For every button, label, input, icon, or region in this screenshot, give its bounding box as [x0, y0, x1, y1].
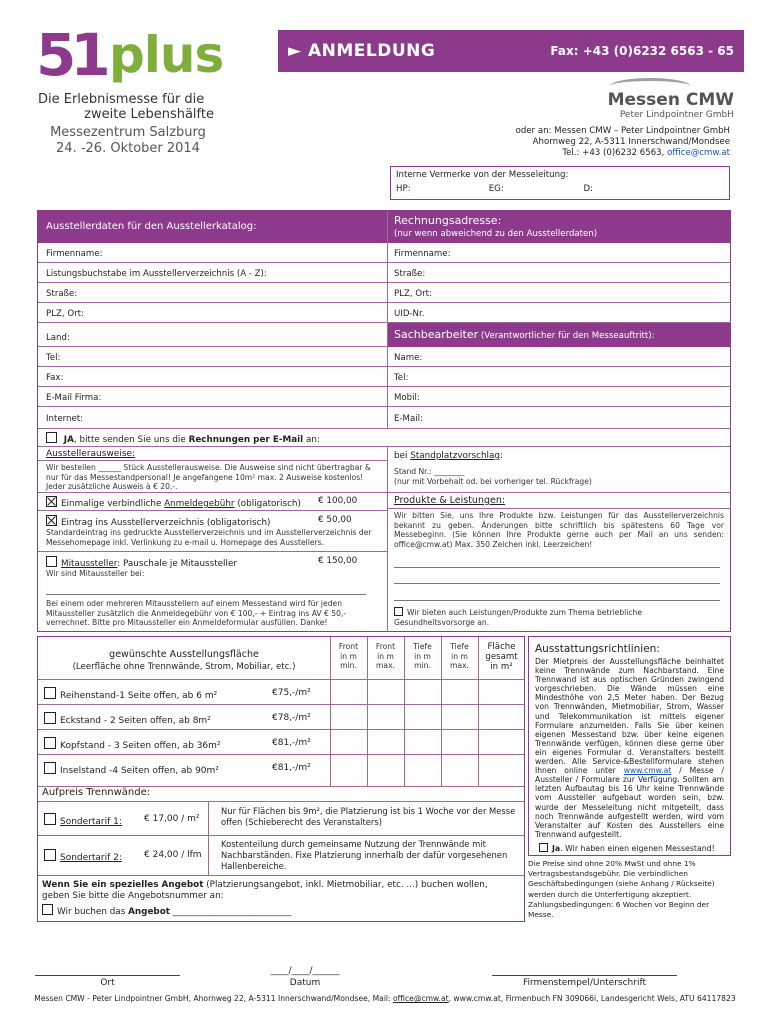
- stand-pref-note: (nur mit Vorbehalt od. bei vorheriger tel. Rückfrage): [394, 477, 592, 486]
- registration-fee-row: Einmalige verbindliche Anmeldegebühr (obligatorisch) € 100,00: [46, 496, 381, 509]
- field-zip-city[interactable]: PLZ, Ort:: [38, 303, 387, 323]
- stand-row-inselstand: Inselstand -4 Seiten offen, ab 90m² €81,-/m²: [38, 755, 525, 787]
- billing-subheading: (nur wenn abweichend zu den Ausstellerdaten): [394, 229, 598, 239]
- stand-form: [37, 636, 525, 922]
- guidelines-text: Der Mietpreis der Ausstellungsfläche beinhaltet keine Trennwände zum Nachbarstand. Eine Trennwand ist aus optischen Gründen zwingend vorgeschrieben. Die Wände müssen eine Mindesthöhe von 2,5 Meter haben. Der Bezug von Trennwänden, Mietmobiliar, Strom, Wasser und Telekommunikation ist mittels eigener Formulare anzumelden. Falls Sie über keinen eigenen Messestand bzw. über keine eigenen Trennwände verfügen, können diese gerne über ein eigenes Formular d. Veranstalters bestellt werden. Alle Service-&Bestellformulare stehen Ihnen online unter www.cmw.at / Messe / Aussteller / Formulare zur Verfügung. Sollten am letzten Aufbautag bis 16 Uhr keine Trennwände vom Aussteller aufgebaut worden sein, bzw. wurde der Messeleitung nicht mitgeteilt, dass noch Trennwände aufgestellt werden, wird vom Veranstalter auf Kosten des Ausstellers eine Trennwand aufgestellt.: [535, 657, 724, 839]
- internal-notes-title: Interne Vermerke von der Messeleitung:: [396, 170, 569, 180]
- tariff-row-2: Sondertarif 2: € 24,00 / lfm Kostenteilung durch gemeinsame Nutzung der Trennwände mit Nachbarständen. Fixe Platzierung innerhalb der dafür vorgesehenen Hallenbereiche.: [38, 836, 525, 876]
- field-country[interactable]: Land:: [38, 323, 387, 347]
- venue-block: [38, 125, 218, 157]
- field-internet[interactable]: Internet:: [38, 407, 387, 429]
- directory-entry-checkbox[interactable]: [46, 515, 57, 526]
- tariff-checkbox[interactable]: [44, 849, 56, 861]
- col-front-min: Front in m min.: [338, 642, 359, 670]
- coexhibitor-sub: Wir sind Mitaussteller bei:: [46, 569, 145, 578]
- field-contact-name[interactable]: Name:: [388, 347, 731, 367]
- partitions-heading: Aufpreis Trennwände:: [42, 787, 151, 798]
- field-tel[interactable]: Tel:: [38, 347, 387, 367]
- stand-checkbox[interactable]: [44, 687, 56, 699]
- stand-subheading: (Leerfläche ohne Trennwände, Strom, Mobiliar, etc.): [72, 662, 296, 672]
- stand-checkbox[interactable]: [44, 762, 56, 774]
- address-tel: Tel.: +43 (0)6232 6563,: [562, 148, 668, 158]
- contact-heading: Sachbearbeiter: [394, 328, 479, 341]
- price-terms-note: Die Preise sind ohne 20% MwSt und ohne 1% Vertragsbestandsgebühr. Die verbindlichen Geschäftsbedingungen (siehe Anhang / Rückseite) werden durch die Unterfertigung akzeptiert. Zahlungsbedingungen: 6 Wochen vor Beginn der Messe.: [528, 859, 715, 920]
- passes-text: Wir bestellen ______ Stück Ausstellerausweise. Die Ausweise sind nicht übertragbar & nur für das Messestandpersonal! Je angefangene 10m² max. 2 Ausweise kostenlos! Jeder zusätzliche Ausweis à € 20,-.: [46, 463, 371, 491]
- signature-line[interactable]: [492, 975, 677, 976]
- org-address: [430, 126, 730, 159]
- products-line-2[interactable]: [394, 583, 720, 584]
- billing-heading: Rechnungsadresse:: [394, 214, 502, 227]
- org-logo-name: Messen CMW: [607, 90, 734, 110]
- field-billing-street[interactable]: Straße:: [388, 263, 731, 283]
- special-offer-text: Wenn Sie ein spezielles Angebot (Platzierungsangebot, inkl. Mietmobiliar, etc. ...) buchen wollen, geben Sie bitte die Angebotsnummer an:: [42, 880, 488, 901]
- field-listing-letter[interactable]: Listungsbuchstabe im Ausstellerverzeichnis (A - Z):: [38, 263, 387, 283]
- date-field[interactable]: ____/____/______: [270, 966, 340, 976]
- stand-price: €81,-/m²: [272, 763, 311, 773]
- own-stand-row: Ja. Wir haben einen eigenen Messestand!: [535, 843, 724, 853]
- col-front-max: Front in m max.: [375, 642, 396, 670]
- invoice-email-checkbox[interactable]: [46, 432, 57, 443]
- stand-price: €81,-/m²: [272, 738, 311, 748]
- logo-51: 51: [36, 21, 105, 89]
- internal-hp: HP:: [396, 184, 411, 194]
- col-depth-max: Tiefe in m max.: [450, 642, 469, 670]
- field-contact-tel[interactable]: Tel:: [388, 367, 731, 387]
- banner-fax: Fax: +43 (0)6232 6563 - 65: [550, 44, 734, 58]
- exhibitor-heading: Ausstellerdaten für den Ausstellerkatalog:: [46, 221, 257, 232]
- field-street[interactable]: Straße:: [38, 283, 387, 303]
- contact-heading-note: (Verantwortlicher für den Messeauftritt):: [478, 331, 655, 341]
- exhibitor-heading-bar: [38, 211, 387, 243]
- coexhibitor-text: Bei einem oder mehreren Mitausstellern auf einem Messestand wird für jeden Mitaussteller zusätzlich die Anmeldegebühr von € 100,- + Eintrag ins AV € 50,- verrechnet. Bitte pro Mitaussteller ein Anmeldeformular ausfüllen. Danke!: [46, 599, 347, 627]
- address-email-link[interactable]: office@cmw.at: [667, 148, 730, 158]
- tagline-line2: zweite Lebenshälfte: [84, 107, 214, 122]
- tagline-line1: Die Erlebnismesse für die: [38, 92, 205, 107]
- directory-entry-text: Standardeintrag ins gedruckte Ausstellerverzeichnis und im Ausstellerverzeichnis der Messehomepage inkl. Verlinkung zu e-mail u. Homepage des Ausstellers.: [46, 528, 372, 547]
- stand-price: €75,-/m²: [272, 688, 311, 698]
- logo-swoosh-icon: [610, 78, 690, 94]
- guidelines-heading: Ausstattungsrichtlinien:: [535, 643, 660, 655]
- field-billing-zip-city[interactable]: PLZ, Ort:: [388, 283, 731, 303]
- registration-fee-checkbox[interactable]: [46, 496, 57, 507]
- stand-row-kopfstand: Kopfstand - 3 Seiten offen, ab 36m² €81,-/m²: [38, 730, 525, 755]
- passes-heading: Ausstellerausweise:: [46, 449, 136, 459]
- products-line-3[interactable]: [394, 600, 720, 601]
- signature-label: Firmenstempel/Unterschrift: [522, 978, 647, 988]
- tariff-checkbox[interactable]: [44, 813, 56, 825]
- tariff-text: Kostenteilung durch gemeinsame Nutzung der Trennwände mit Nachbarständen. Fixe Platzierung innerhalb der dafür vorgesehenen Hallenbereiche.: [221, 839, 508, 871]
- guidelines-link[interactable]: www.cmw.at: [623, 766, 672, 776]
- registration-fee-price: € 100,00: [318, 496, 358, 506]
- stand-checkbox[interactable]: [44, 712, 56, 724]
- footer: Messen CMW - Peter Lindpointner GmbH, Ahornweg 22, A-5311 Innerschwand/Mondsee, Mail: office@cmw.at, www.cmw.at, Firmenbuch FN 309066i, Landesgericht Wels, ATU 64117823: [34, 994, 736, 1003]
- internal-notes-box: [390, 166, 730, 200]
- place-line[interactable]: [35, 975, 180, 976]
- internal-d: D:: [583, 184, 593, 194]
- directory-entry-row: Eintrag ins Ausstellerverzeichnis (obligatorisch) € 50,00: [46, 515, 381, 528]
- coexhibitor-price: € 150,00: [318, 556, 358, 566]
- tariff-price: € 24,00 / lfm: [144, 850, 202, 860]
- address-line1: oder an: Messen CMW – Peter Lindpointner GmbH: [515, 126, 730, 136]
- org-logo: [604, 82, 734, 120]
- stand-row-reihenstand: Reihenstand-1 Seite offen, ab 6 m² €75,-/m²: [38, 680, 525, 705]
- field-billing-uid[interactable]: UID-Nr.: [388, 303, 731, 323]
- internal-eg: EG:: [488, 184, 504, 194]
- health-offer-row: Wir bieten auch Leistungen/Produkte zum Thema betriebliche Gesundheitsvorsorge an.: [394, 608, 643, 627]
- field-contact-mobile[interactable]: Mobil:: [388, 387, 731, 407]
- directory-entry-price: € 50,00: [318, 515, 352, 525]
- venue-name: Messezentrum Salzburg: [50, 125, 206, 140]
- field-billing-firm[interactable]: Firmenname:: [388, 243, 731, 263]
- coexhibitor-row: Mitaussteller: Pauschale je Mitaussteller € 150,00: [46, 556, 381, 569]
- products-text: Wir bitten Sie, uns Ihre Produkte bzw. Leistungen für das Ausstellerverzeichnis bekannt zu geben. Änderungen bitte schriftlich bis spätestens 60 Tage vor Messebeginn. (Sie können Ihre Produkte gerne auch per Mail an uns senden: office@cmw.at) Max. 350 Zeichen inkl. Leerzeichen!: [394, 511, 724, 549]
- special-offer-row: Wir buchen das Angebot ___________________________: [42, 904, 292, 917]
- event-dates: 24. -26. Oktober 2014: [56, 141, 200, 156]
- invoice-email-row: JA, bitte senden Sie uns die Rechnungen per E-Mail an:: [38, 429, 730, 447]
- banner-title: ► ANMELDUNG: [288, 41, 436, 61]
- coexhibitor-checkbox[interactable]: [46, 556, 57, 567]
- health-offer-checkbox[interactable]: [394, 607, 403, 616]
- tariff-text: Nur für Flächen bis 9m², die Platzierung ist bis 1 Woche vor der Messe offen (Schieberecht des Veranstalters): [221, 806, 516, 827]
- stand-row-eckstand: Eckstand - 2 Seiten offen, ab 8m² €78,-/m²: [38, 705, 525, 730]
- logo-plus: plus: [109, 26, 224, 84]
- field-fax[interactable]: Fax:: [38, 367, 387, 387]
- exhibitor-form: [37, 210, 731, 632]
- stand-pref-heading: bei Standplatzvorschlag:: [394, 451, 503, 461]
- stand-price: €78,-/m²: [272, 713, 311, 723]
- stand-heading: gewünschte Ausstellungsfläche: [109, 649, 259, 660]
- place-label: Ort: [100, 978, 115, 988]
- coexhibitor-input-line[interactable]: [46, 594, 366, 595]
- guidelines-box: [528, 636, 731, 856]
- contact-heading-bar: [388, 323, 731, 347]
- tagline: [38, 92, 228, 122]
- address-line2: Ahornweg 22, A-5311 Innerschwand/Mondsee: [532, 137, 730, 147]
- special-offer-checkbox[interactable]: [42, 904, 53, 915]
- tariff-price: € 17,00 / m²: [144, 814, 200, 824]
- stand-checkbox[interactable]: [44, 737, 56, 749]
- registration-banner: [278, 30, 744, 72]
- field-contact-email[interactable]: E-Mail:: [388, 407, 731, 429]
- col-depth-min: Tiefe in m min.: [413, 642, 432, 670]
- own-stand-checkbox[interactable]: [539, 843, 548, 852]
- field-email-firm[interactable]: E-Mail Firma:: [38, 387, 387, 407]
- stand-number-field[interactable]: Stand Nr.: ________: [394, 467, 465, 476]
- footer-email-link[interactable]: office@cmw.at: [393, 994, 449, 1003]
- billing-heading-bar: [388, 211, 731, 243]
- products-line-1[interactable]: [394, 567, 720, 568]
- products-heading: Produkte & Leistungen:: [394, 495, 506, 506]
- date-label: Datum: [289, 978, 321, 988]
- org-logo-sub: Peter Lindpointner GmbH: [619, 110, 734, 120]
- field-firm[interactable]: Firmenname:: [38, 243, 387, 263]
- col-area-total: Fläche gesamt in m²: [485, 642, 518, 672]
- tariff-row-1: Sondertarif 1: € 17,00 / m² Nur für Flächen bis 9m², die Platzierung ist bis 1 Woche vor der Messe offen (Schieberecht des Veranstalters): [38, 802, 525, 836]
- guidelines-panel: [528, 636, 731, 920]
